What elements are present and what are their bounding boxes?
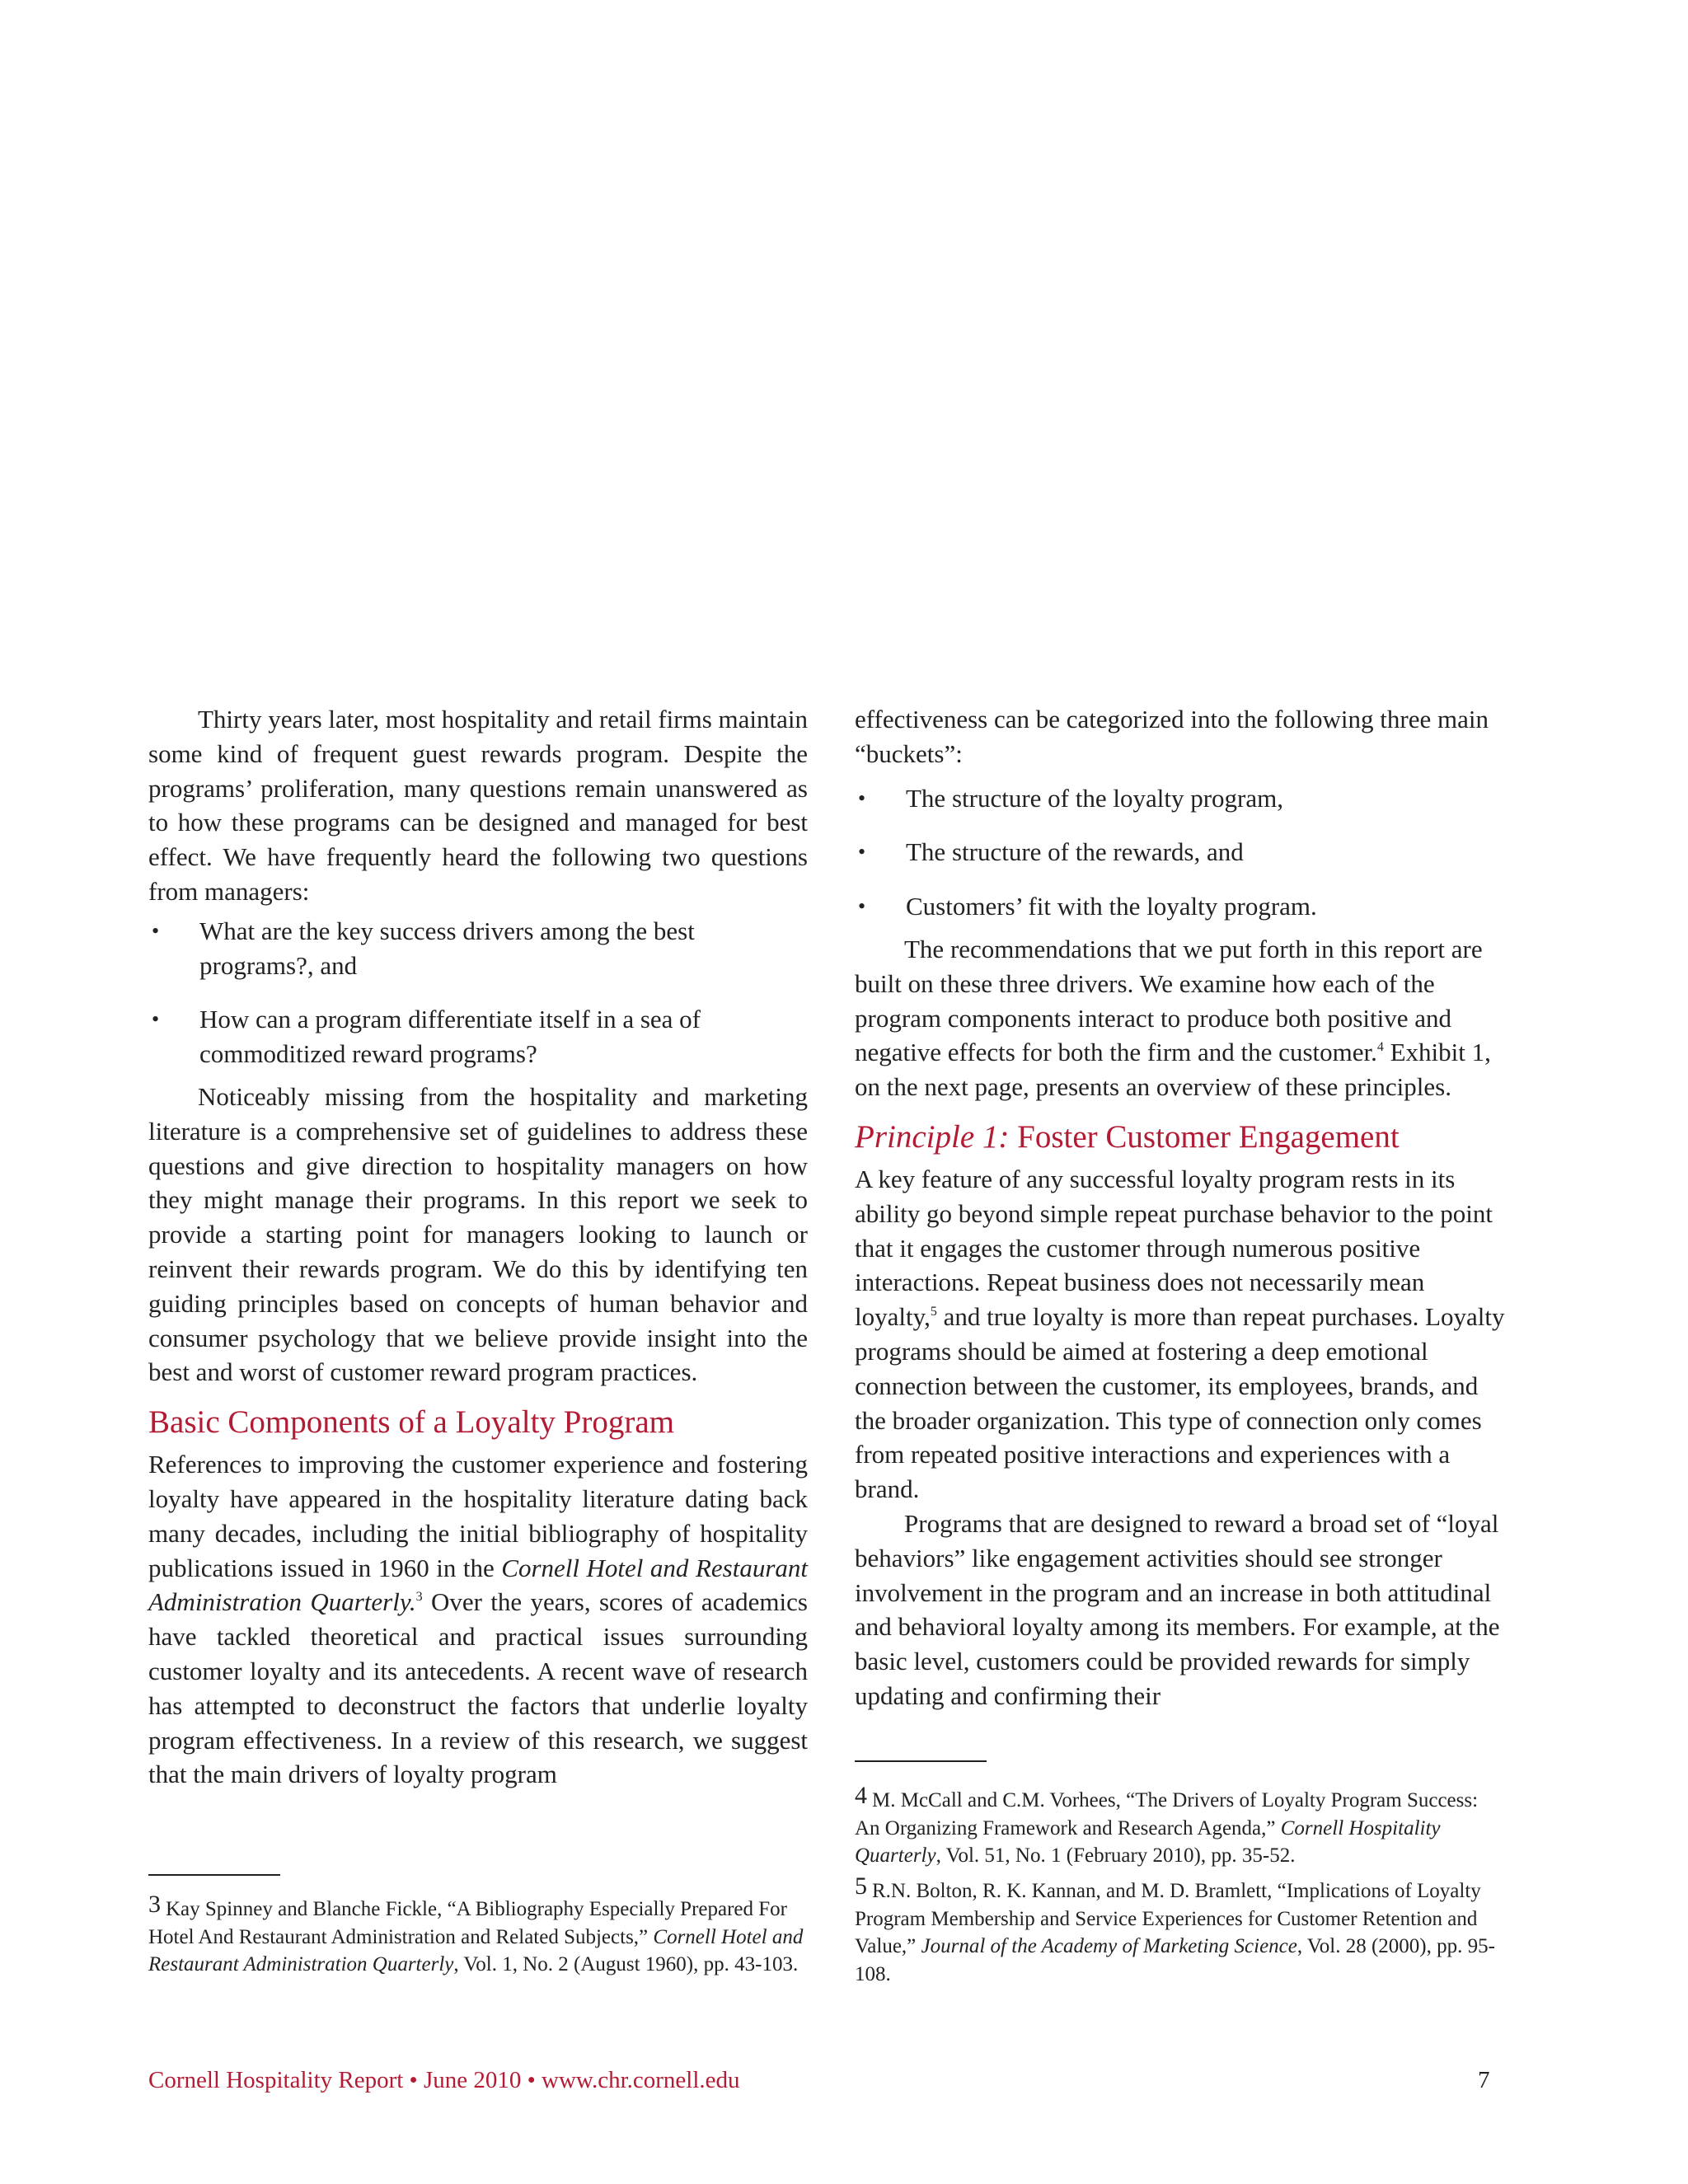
section-heading: Principle 1: Foster Customer Engagement [855, 1118, 1400, 1155]
body-paragraph: References to improving the customer experience and fostering loyalty have appeared in the hospitality literature dating back many decades, including the initial bibliography of hospitality publications issued in 1960 in the Cornell Hotel and Restaurant Administration Quarterly.$^3$ Over the years, scores of academics have tackled theoretical and practical issues surrounding customer loyalty and its antecedents. A recent wave of research has attempted to deconstruct the factors that underlie loyalty program effectiveness. In a review of this research, we suggest that the main drivers of loyalty program [148, 1450, 808, 1789]
body-paragraph: Programs that are designed to reward a broad set of “loyal behaviors” like engagement activities should see stronger involvement in the program and an increase in both attitudinal and behavioral loyalty among its members. For example, at the basic level, customers could be provided rewards for simply updating and confirming their [855, 1508, 1500, 1710]
body-paragraph: effectiveness can be categorized into the following three main “buckets”: [855, 705, 1489, 768]
body-paragraph: Noticeably missing from the hospitality and marketing literature is a comprehensive set of guidelines to address these questions and give direction to hospitality managers on how they might manage their programs. In this report we seek to provide a starting point for managers looking to launch or reinvent their rewards program. We do this by identifying ten guiding principles based on concepts of human behavior and consumer psychology that we believe provide insight into the best and worst of customer reward program practices. [148, 1081, 808, 1387]
section-heading: Basic Components of a Loyalty Program [148, 1404, 674, 1441]
left-column [148, 702, 808, 1792]
bullet-icon: • [152, 1007, 160, 1032]
footnote-4: 4 M. McCall and C.M. Vorhees, “The Drivers of Loyalty Program Success: An Organizing Framework and Research Agenda,” Cornell Hospitality Quarterly, Vol. 51, No. 1 (February 2010), pp. 35-52. [855, 1782, 1479, 1867]
body-paragraph: Thirty years later, most hospitality and retail firms maintain some kind of frequent guest rewards program. Despite the programs’ proliferation, many questions remain unanswered as to how these programs can be designed and managed for best effect. We have frequently heard the following two questions from managers: [148, 705, 808, 906]
footnote-3: 3 Kay Spinney and Blanche Fickle, “A Bibliography Especially Prepared For Hotel And Restaurant Administration and Related Subjects,” Cornell Hotel and Restaurant Administration Quarterly, Vol. 1, No. 2 (August 1960), pp. 43-103. [148, 1891, 804, 1975]
right-column [855, 702, 1506, 1713]
list-item: • What are the key success drivers among the best programs?, and [148, 914, 808, 983]
list-item: • The structure of the rewards, and [855, 835, 1506, 869]
page-number: 7 [1478, 2067, 1490, 2093]
list-item: • The structure of the loyalty program, [855, 781, 1506, 816]
bullet-icon: • [152, 918, 160, 943]
bullet-icon: • [858, 785, 866, 810]
bullet-list [148, 914, 808, 1071]
body-paragraph: The recommendations that we put forth in this report are built on these three drivers. We examine how each of the program components interact to produce both positive and negative effects for both the firm and the customer.$^4$ Exhibit 1, on the next page, presents an overview of these principles. [855, 934, 1491, 1102]
list-item: • How can a program differentiate itself in a sea of commoditized reward programs? [148, 1002, 808, 1071]
footnote-ref: 4 [1376, 1040, 1384, 1055]
footer-publication: Cornell Hospitality Report • June 2010 • www.chr.cornell.edu [148, 2067, 740, 2093]
footnote-rule [148, 1874, 280, 1876]
list-item: • Customers’ fit with the loyalty program. [855, 889, 1506, 924]
bullet-icon: • [858, 894, 866, 919]
footnote-5: 5 R.N. Bolton, R. K. Kannan, and M. D. Bramlett, “Implications of Loyalty Program Membership and Service Experiences for Customer Retention and Value,” Journal of the Academy of Marketing Science, Vol. 28 (2000), pp. 95-108. [855, 1872, 1495, 1985]
footnote-ref: 5 [930, 1305, 937, 1319]
footnote-ref: 3 [415, 1590, 423, 1605]
bullet-list [855, 781, 1506, 924]
footnote-rule [855, 1760, 987, 1762]
body-paragraph: A key feature of any successful loyalty program rests in its ability go beyond simple repeat purchase behavior to the point that it engages the customer through numerous positive interactions. Repeat business does not necessarily mean loyalty,$^5$ and true loyalty is more than repeat purchases. Loyalty programs should be aimed at fostering a deep emotional connection between the customer, its employees, brands, and the broader organization. This type of connection only comes from repeated positive interactions and experiences with a brand. [855, 1164, 1505, 1504]
bullet-icon: • [858, 840, 866, 865]
